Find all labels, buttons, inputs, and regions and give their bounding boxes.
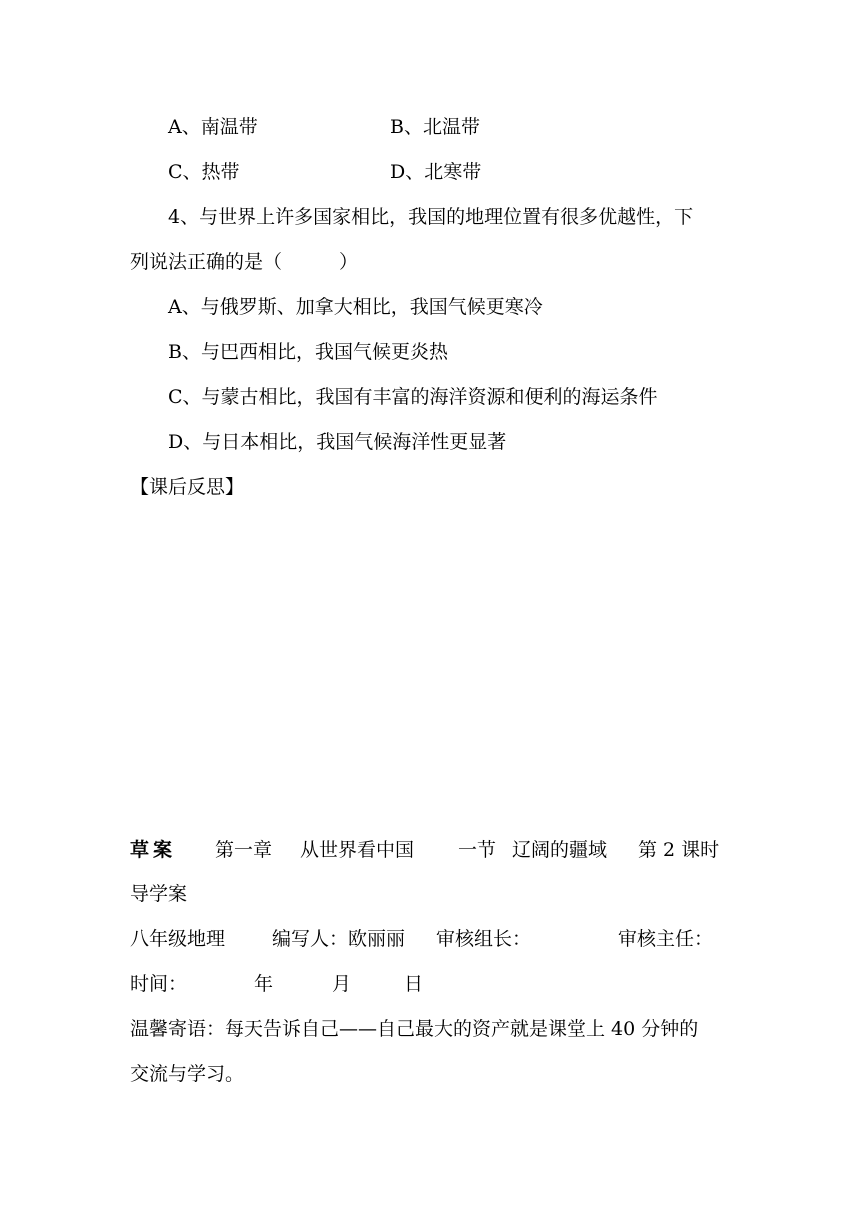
q3-option-b: B、北温带 [390,116,480,138]
q3-option-a: A、南温带 [168,116,258,138]
question-4-stem-line2: 列说法正确的是（ ） [130,251,359,273]
section-title: 辽阔的疆域 [512,839,608,861]
time-label: 时间： [130,973,188,995]
grade-subject: 八年级地理 [130,928,226,950]
q4-option-a: A、与俄罗斯、加拿大相比，我国气候更寒冷 [168,296,543,318]
q4-option-d: D、与日本相比，我国气候海洋性更显著 [168,431,507,453]
q3-option-d: D、北寒带 [390,161,482,183]
chapter-title: 从世界看中国 [300,839,415,861]
warm-message-line1: 温馨寄语：每天告诉自己——自己最大的资产就是课堂上 40 分钟的 [130,1018,699,1040]
day-label: 日 [404,973,424,995]
year-label: 年 [254,973,274,995]
question-4-stem-line1: 4、与世界上许多国家相比，我国的地理位置有很多优越性，下 [168,206,694,228]
doc-type: 导学案 [130,883,188,905]
q4-option-b: B、与巴西相比，我国气候更炎热 [168,341,448,363]
doc-label: 草案 [130,839,177,861]
director-reviewer: 审核主任： [618,928,714,950]
reflection-heading: 【课后反思】 [130,476,245,498]
author: 编写人：欧丽丽 [272,928,406,950]
warm-message-line2: 交流与学习。 [130,1063,245,1085]
group-reviewer: 审核组长： [436,928,532,950]
month-label: 月 [332,973,352,995]
q3-option-c: C、热带 [168,161,240,183]
lesson-number: 第 2 课时 [638,839,720,861]
q4-option-c: C、与蒙古相比，我国有丰富的海洋资源和便利的海运条件 [168,386,658,408]
section-number: 一节 [458,839,497,861]
chapter-number: 第一章 [215,839,273,861]
